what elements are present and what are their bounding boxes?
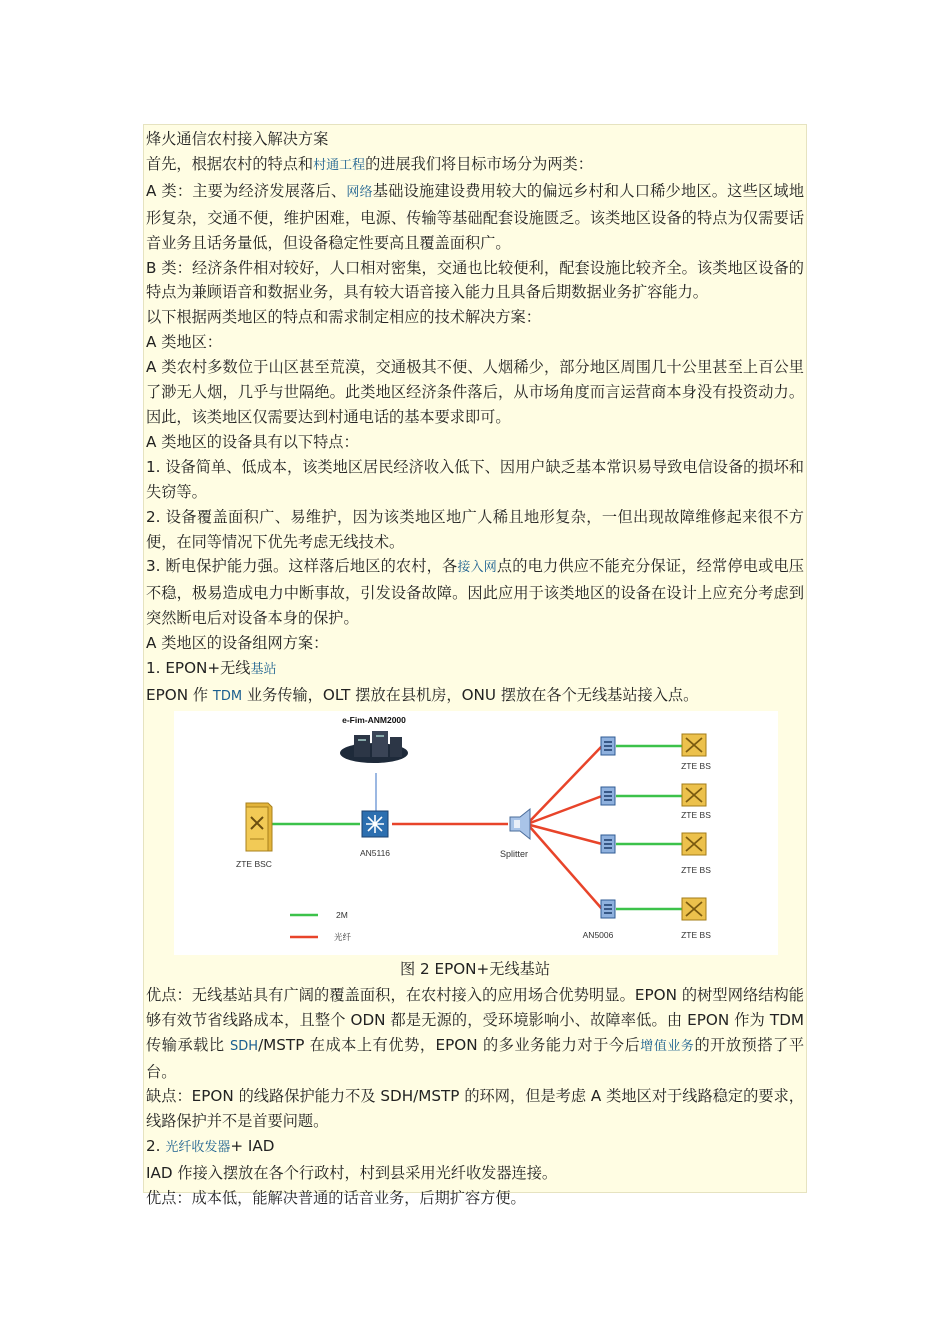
- bsc-icon: [246, 803, 272, 851]
- link-tdm[interactable]: TDM: [212, 688, 243, 704]
- text: 基础设施建设费用较大的偏远乡村和人口稀少地区。这些区域地形复杂，交通不便，维护困难，电源、传输等基础配套设施匮乏。该类地区设备的特点为仅需要话音业务且话务量低，但设备稳定性要高且覆盖面积广。: [146, 181, 805, 252]
- text: 优点：无线基站具有广阔的覆盖面积，在农村接入的应用场合优势明显。EPON 的树型网络结构能够有效节省线路成本，且整个 ODN 都是无源的，受环境影响小、故障率低。由 EPON 作为 TDM 传输承载比: [146, 985, 804, 1054]
- onu-label: AN5006: [582, 929, 614, 940]
- text: 点的电力供应不能充分保证，经常停电或电压不稳，极易造成电力中断事故，引发设备故障。因此应用于该类地区的设备在设计上应充分考虑到突然断电后对设备本身的保护。: [146, 557, 804, 628]
- base-station-icon: [682, 784, 706, 806]
- bs-label: ZTE BS: [681, 809, 711, 820]
- text: 的进展我们将目标市场分为两类：: [365, 154, 593, 173]
- link-value-added-service[interactable]: 增值业务: [640, 1038, 695, 1054]
- onu-icon: [601, 737, 615, 755]
- paragraph: [146, 152, 804, 179]
- base-station-icon: [682, 833, 706, 855]
- bs-label: ZTE BS: [681, 760, 711, 771]
- text: /MSTP 在成本上有优势，EPON 的多业务能力对于今后: [258, 1035, 641, 1054]
- link-fiber-onu-4: [530, 827, 602, 909]
- document-body: [143, 124, 807, 1208]
- link-base-station[interactable]: 基站: [250, 662, 277, 678]
- server-icon: [340, 731, 408, 763]
- section-heading: A 类地区：: [146, 333, 222, 352]
- bs-label: ZTE BS: [681, 929, 711, 940]
- network-diagram-svg: [174, 711, 778, 955]
- text: + IAD: [230, 1137, 275, 1156]
- text: 业务传输，OLT 摆放在县机房，ONU 摆放在各个无线基站接入点。: [242, 685, 699, 704]
- paragraph: 以下根据两类地区的特点和需求制定相应的技术解决方案：: [146, 308, 541, 327]
- paragraph: A 类地区的设备具有以下特点：: [146, 432, 359, 451]
- link-fiber-transceiver[interactable]: 光纤收发器: [165, 1140, 231, 1156]
- base-station-icon: [682, 734, 706, 756]
- olt-switch-icon: [362, 811, 388, 837]
- bs-label: ZTE BS: [681, 864, 711, 875]
- paragraph: 优点：成本低，能解决普通的话音业务，后期扩容方便。: [146, 1189, 526, 1208]
- text: 首先，根据农村的特点和: [146, 154, 314, 173]
- splitter-icon: [510, 809, 530, 839]
- figure-caption: 图 2 EPON+无线基站: [399, 959, 551, 978]
- olt-label: AN5116: [359, 847, 391, 858]
- paragraph: 缺点：EPON 的线路保护能力不及 SDH/MSTP 的环网，但是考虑 A 类地区对于线路稳定的要求，线路保护并不是首要问题。: [146, 1087, 804, 1131]
- paragraph: A 类地区的设备组网方案：: [146, 634, 329, 653]
- paragraph: IAD 作接入摆放在各个行政村，村到县采用光纤收发器连接。: [146, 1164, 558, 1183]
- text: 3. 断电保护能力强。这样落后地区的农村，各: [146, 557, 458, 576]
- onu-icon: [601, 835, 615, 853]
- paragraph: [146, 983, 804, 1085]
- paragraph: [146, 179, 804, 256]
- list-item: [146, 554, 804, 631]
- base-station-icon: [682, 898, 706, 920]
- text: 2.: [146, 1137, 166, 1156]
- list-item: [146, 656, 804, 683]
- text: A 类：主要为经济发展落后、: [146, 181, 347, 200]
- onu-icon: [601, 900, 615, 918]
- splitter-label: Splitter: [499, 848, 529, 859]
- onu-icon: [601, 787, 615, 805]
- doc-title: 烽火通信农村接入解决方案: [146, 130, 329, 148]
- network-diagram: [174, 711, 778, 955]
- list-item: 2. 设备覆盖面积广、易维护，因为该类地区地广人稀且地形复杂，一但出现故障维修起来很不方便，在同等情况下优先考虑无线技术。: [146, 507, 804, 551]
- paragraph: B 类：经济条件相对较好，人口相对密集，交通也比较便利，配套设施比较齐全。该类地区设备的特点为兼顾语音和数据业务，具有较大语音接入能力且具备后期数据业务扩容能力。: [146, 258, 804, 302]
- list-item: 1. 设备简单、低成本，该类地区居民经济收入低下、因用户缺乏基本常识易导致电信设备的损坏和失窃等。: [146, 457, 804, 501]
- link-access-network[interactable]: 接入网: [457, 560, 497, 576]
- legend-label-fiber: 光纤: [334, 932, 352, 943]
- text: 的开放预搭了平台。: [146, 1035, 805, 1081]
- nms-label: e-Fim-ANM2000: [342, 714, 406, 725]
- link-sdh[interactable]: SDH: [230, 1038, 259, 1054]
- link-network[interactable]: 网络: [346, 184, 373, 200]
- paragraph: A 类农村多数位于山区甚至荒漠，交通极其不便、人烟稀少，部分地区周围几十公里甚至上百公里了渺无人烟，几乎与世隔绝。此类地区经济条件落后，从市场角度而言运营商本身没有投资动力。因此，该类地区仅需要达到村通电话的基本要求即可。: [146, 358, 804, 426]
- paragraph: [146, 683, 804, 710]
- bsc-label: ZTE BSC: [236, 858, 272, 869]
- legend-label-2m: 2M: [336, 909, 348, 920]
- text: 1. EPON+无线: [146, 659, 251, 678]
- list-item: [146, 1134, 804, 1161]
- link-cuntong[interactable]: 村通工程: [313, 157, 366, 173]
- text: EPON 作: [146, 685, 213, 704]
